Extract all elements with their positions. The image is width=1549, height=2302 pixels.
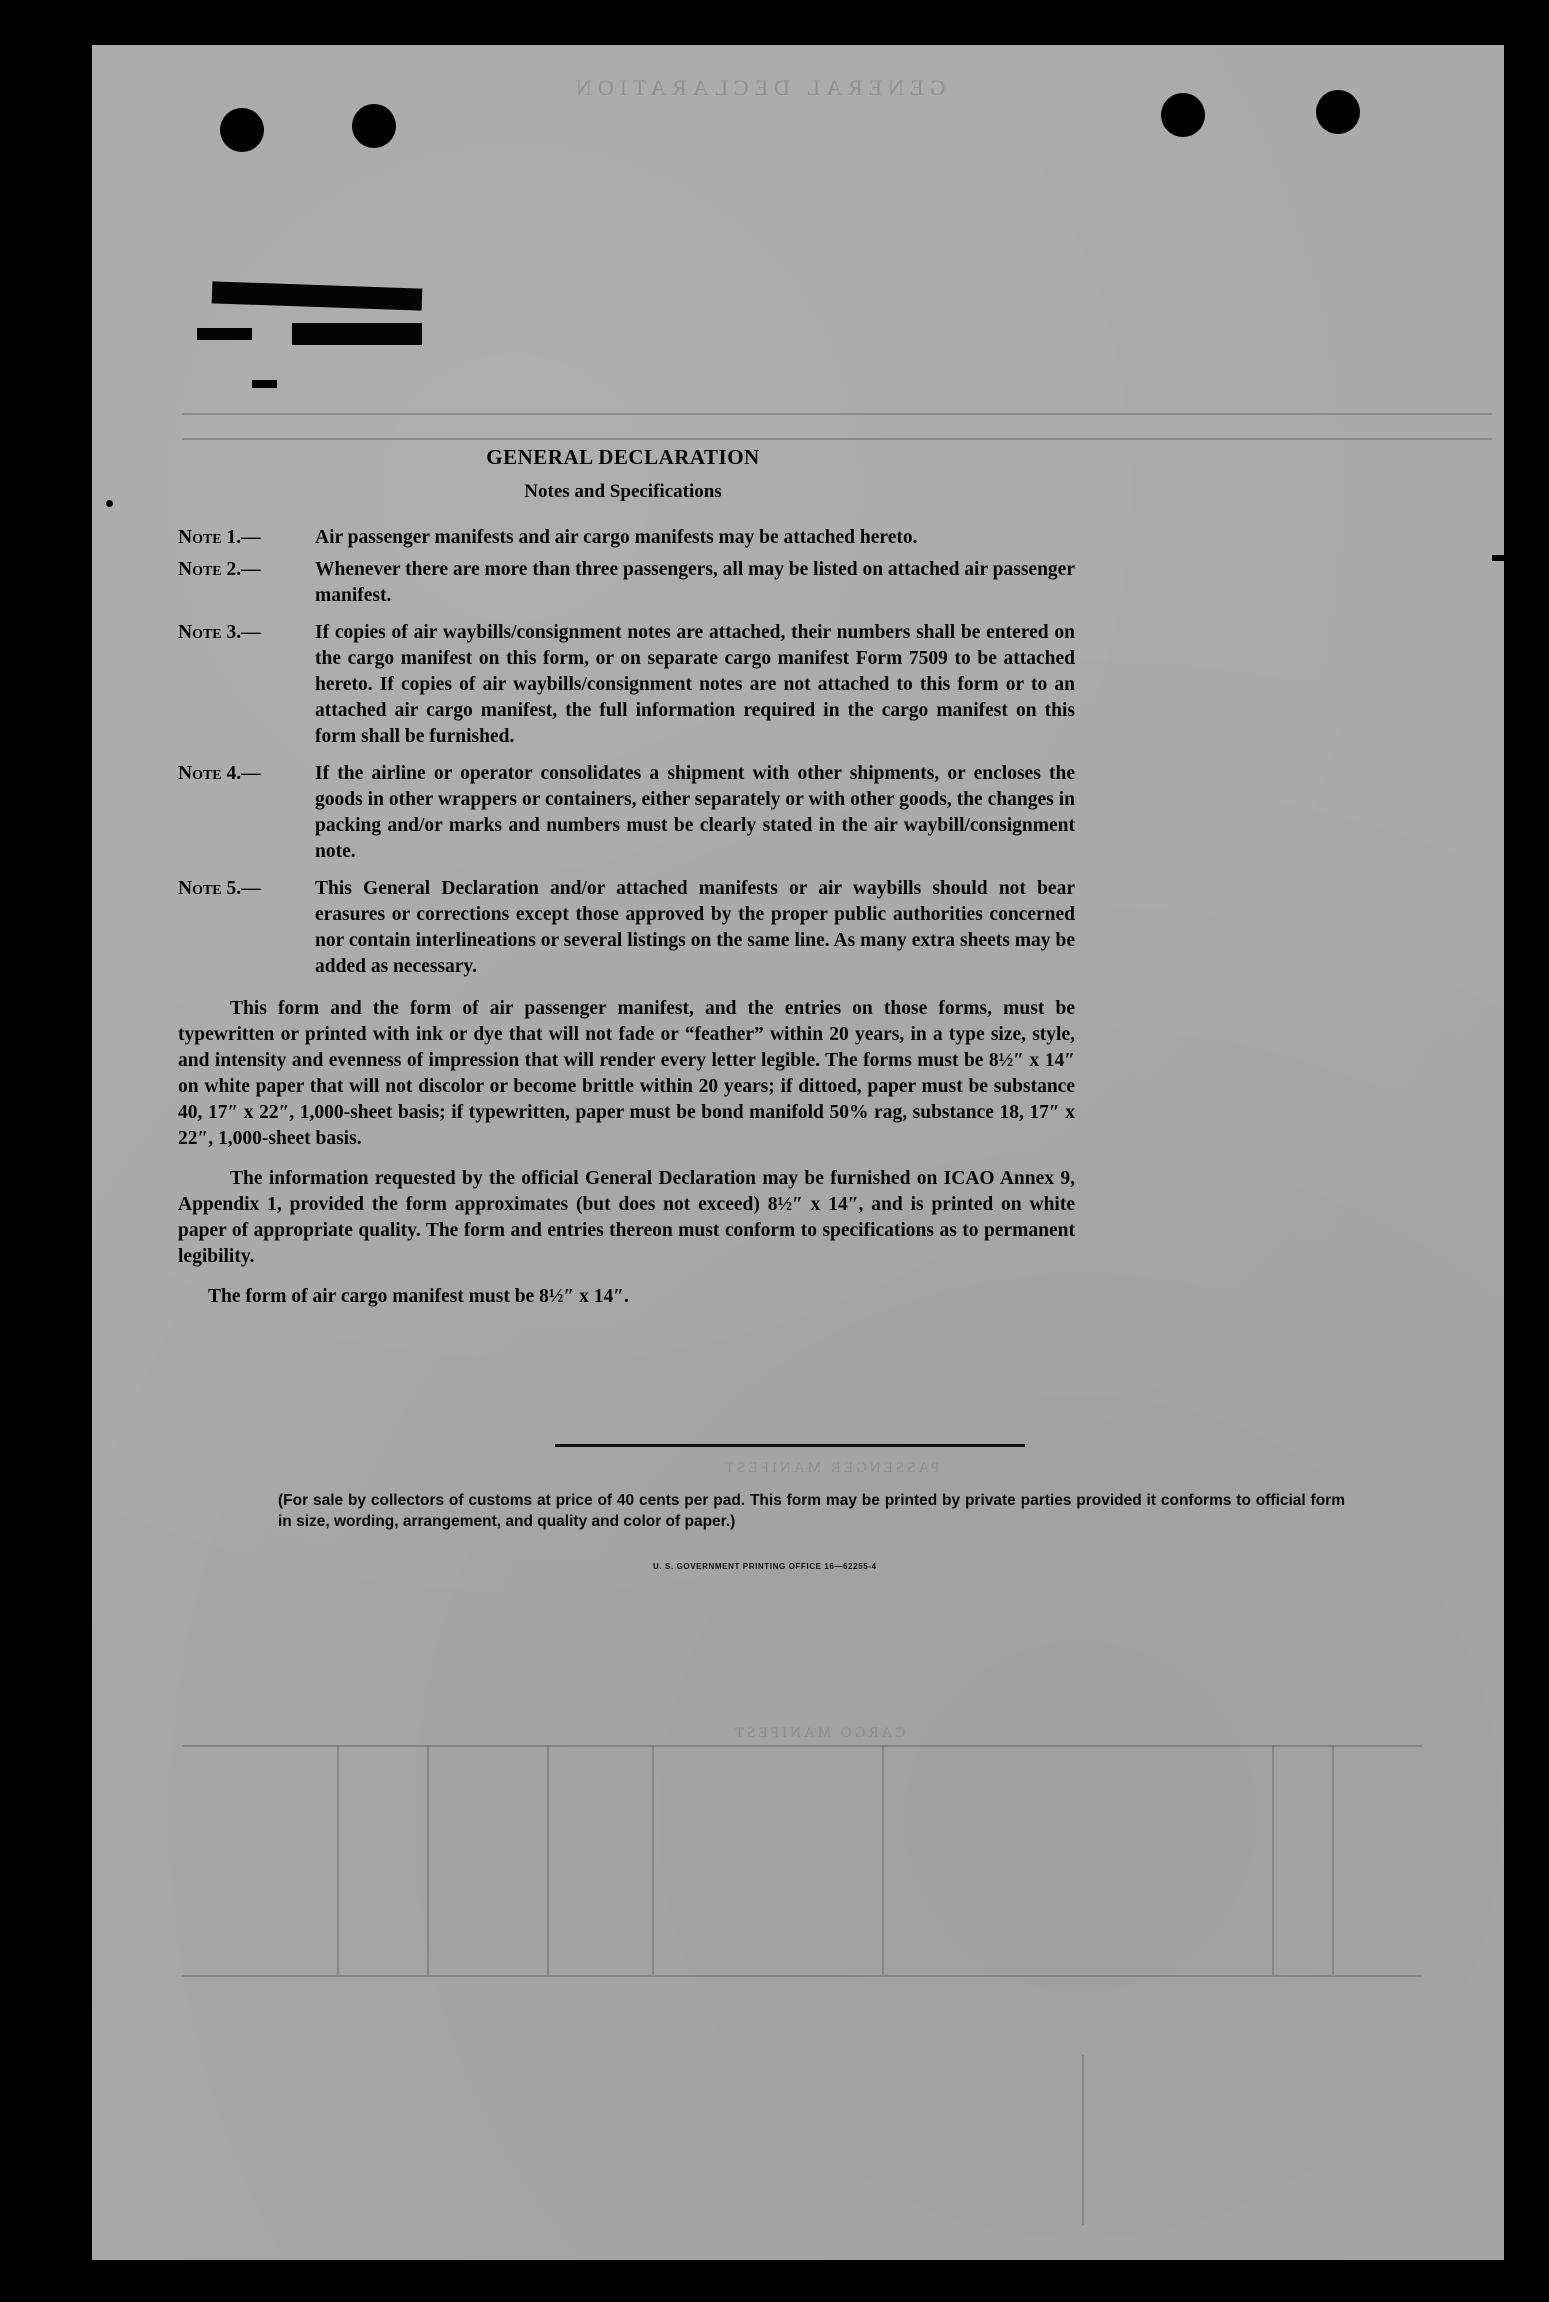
- bleed-grid-col: [427, 1745, 429, 1975]
- bleed-grid-col: [337, 1745, 339, 1975]
- paragraph-form-requirements: This form and the form of air passenger manifest, and the entries on those forms, must be typewritten or printed with ink or dye that will not fade or “feather” within 20 years, in a type size, style, and intensity and evenness of impression that will render every letter legible. The forms must be 8½″ x 14″ on white paper that will not discolor or become brittle within 20 years; if dittoed, paper must be substance 40, 17″ x 22″, 1,000-sheet basis; if typewritten, paper must be bond manifold 50% rag, substance 18, 17″ x 22″, 1,000-sheet basis.: [178, 998, 1075, 1149]
- note-label: Note 2.—: [178, 559, 261, 580]
- note-5: [178, 876, 1075, 980]
- bleed-through-header: GENERAL DECLARATION: [570, 75, 946, 100]
- punch-hole-left-1: [220, 108, 264, 152]
- bleed-grid-col: [1272, 1745, 1274, 1975]
- bleed-grid-top-form: [182, 438, 1492, 440]
- punch-hole-left-2: [352, 104, 396, 148]
- sale-note: (For sale by collectors of customs at price of 40 cents per pad. This form may be printed by private parties provided it conforms to official form in size, wording, arrangement, and quality and color of paper.): [278, 1492, 1345, 1530]
- bleed-through-cargo-manifest: CARGO MANIFEST: [732, 1725, 906, 1741]
- note-3: [178, 620, 1075, 750]
- note-label: Note 3.—: [178, 622, 261, 643]
- redaction-mark: [252, 380, 277, 388]
- edge-mark: [1492, 555, 1504, 561]
- note-text: If copies of air waybills/consignment notes are attached, their numbers shall be entered on the cargo manifest on this form, or on separate cargo manifest Form 7509 to be attached hereto. If copies of air waybills/consignment notes are not attached to this form or to an attached air cargo manifest, the full information required in the cargo manifest on this form shall be furnished.: [315, 622, 1075, 747]
- paragraph-cargo-manifest-size: The form of air cargo manifest must be 8½″ x 14″.: [208, 1286, 629, 1307]
- page-title: GENERAL DECLARATION: [486, 445, 760, 469]
- note-text: This General Declaration and/or attached manifests or air waybills should not bear erasures or corrections except those approved by the proper public authorities concerned nor contain interlineations or several listings on the same line. As many extra sheets may be added as necessary.: [315, 878, 1075, 977]
- punch-hole-right-2: [1316, 90, 1360, 134]
- divider-rule: [555, 1444, 1025, 1447]
- bleed-grid-col: [652, 1745, 654, 1975]
- punch-hole-right-1: [1161, 93, 1205, 137]
- note-text: If the airline or operator consolidates a shipment with other shipments, or encloses the goods in other wrappers or containers, either separately or with other goods, the changes in packing and/or marks and numbers must be clearly stated in the air waybill/consignment note.: [315, 763, 1075, 862]
- edge-mark: [106, 500, 113, 507]
- bleed-grid-col: [882, 1745, 884, 1975]
- redaction-mark: [197, 328, 252, 340]
- note-text: Whenever there are more than three passengers, all may be listed on attached air passenger manifest.: [315, 559, 1075, 606]
- note-4: [178, 761, 1075, 865]
- paragraph-icao-annex: The information requested by the official General Declaration may be furnished on ICAO Annex 9, Appendix 1, provided the form approximates (but does not exceed) 8½″ x 14″, and is printed on white paper of appropriate quality. The form and entries thereon must conform to specifications as to permanent legibility.: [178, 1168, 1075, 1267]
- note-label: Note 4.—: [178, 763, 261, 784]
- bleed-grid-top-form: [182, 413, 1492, 415]
- note-2: [178, 557, 1075, 609]
- printer-line: U. S. GOVERNMENT PRINTING OFFICE 16—62255-4: [653, 1562, 877, 1571]
- declaration-notes: [178, 445, 1346, 1310]
- bleed-grid-col: [1332, 1745, 1334, 1975]
- bleed-through-passenger-manifest: PASSENGER MANIFEST: [722, 1460, 940, 1476]
- bleed-signature-rule: [1082, 2055, 1084, 2225]
- page-subtitle: Notes and Specifications: [524, 481, 722, 502]
- note-label: Note 5.—: [178, 878, 261, 899]
- bleed-grid-col: [547, 1745, 549, 1975]
- bleed-grid-top: [182, 1745, 1422, 1747]
- redaction-mark: [212, 281, 423, 310]
- redaction-mark: [292, 323, 422, 345]
- note-1: [178, 525, 1075, 551]
- bleed-grid-bottom: [182, 1975, 1422, 1977]
- note-label: Note 1.—: [178, 527, 261, 548]
- note-text: Air passenger manifests and air cargo manifests may be attached hereto.: [315, 527, 918, 548]
